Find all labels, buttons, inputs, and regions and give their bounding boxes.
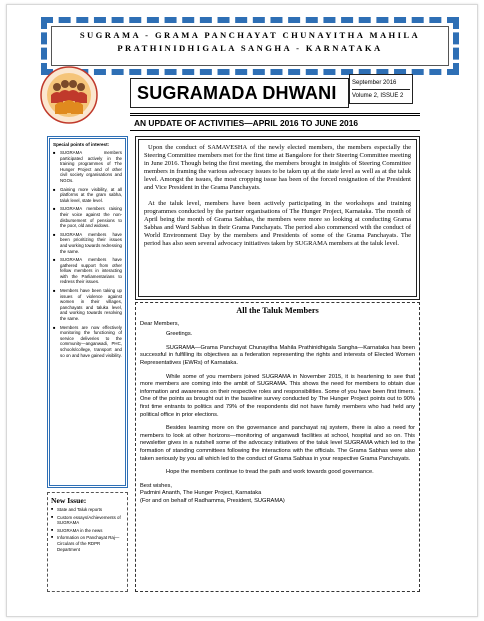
letter-salutation: Dear Members,	[140, 320, 180, 327]
sidebar-list	[53, 150, 122, 358]
letter-greeting: Greetings.	[166, 331, 193, 338]
special-points-sidebar	[47, 136, 128, 488]
letter-signature-note: (For and on behalf of Radhamma, President, SUGRAMA)	[140, 497, 285, 504]
article-paragraph: At the taluk level, members have been actively participating in the workshops and training programmes conducted by the partner organisations of The Hunger Project, Karnataka. The month of April being the month of Grama Sabhas, the members were more so looking at conducting Grama Sabhas and Ward Sabhas in their Grama Panchayats. The period also commenced with the conduct of World Environment Day by the members and Presidents of some of the Grama Panchayats. The period has also seen several advocacy initiatives taken by SUGRAMA members at the taluk level.	[144, 200, 411, 247]
new-issue-heading: New Issue:	[51, 496, 87, 505]
document-page	[6, 4, 478, 617]
update-headline-box	[130, 113, 420, 131]
sidebar-item: ■ Members have been taking up issues of violence against women in their villages, panchayats and taluka level, and working towards resolving the same.	[53, 288, 122, 322]
activities-article	[135, 136, 420, 300]
header-banner	[41, 17, 459, 75]
letter-title: All the Taluk Members	[236, 306, 319, 315]
sidebar-item: ■ SUGRAMA members have gathered support from other fellow members in interacting with the Parliamentarians to redress their issues.	[53, 257, 122, 285]
sidebar-heading: Special points of interest:	[53, 142, 110, 147]
new-issue-box	[47, 492, 128, 592]
org-name-line-2: PRATHINIDHIGALA SANGHA - KARNATAKA	[117, 43, 383, 53]
letter-signature: Padmini Ananth, The Hunger Project, Karnataka	[140, 490, 262, 497]
new-issue-item: ■ State and Taluk reports	[51, 507, 124, 513]
org-name-line-1: SUGRAMA - GRAMA PANCHAYAT CHUNAYITHA MAHILA	[79, 30, 421, 40]
sidebar-item: ■ SUGRAMA members raising their voice against the non-disbursement of pensions to the poor, old and widows.	[53, 206, 122, 228]
newsletter-title-box	[130, 78, 349, 108]
letter-paragraph: SUGRAMA—Grama Panchayat Chunayitha Mahila Prathinidhigala Sangha—Karnataka has been successful in fulfilling its objectives as a federation representing the rights and interests of Elected Women Representatives (EWRs) of Karnataka.	[140, 344, 415, 366]
letter-paragraph: Hope the members continue to tread the path and work towards good governance.	[166, 469, 374, 476]
article-paragraph: Upon the conduct of SAMAVESHA of the newly elected members, the members especially the Steering Committee members met for the first time at Bangalore for their Steering Committee meeting in June 2016. Though being the first meeting, the members brought in insights of Steering Committee members in framing the various advocacy issues to be taken up at the state level as well as at the taluk level. Amongst the issues, the most cropping issue has been of the forced resignation of the President and Vice President in the Grama Panchayats.	[144, 144, 411, 191]
new-issue-item: ■ SUGRAMA in the news	[51, 528, 124, 534]
sidebar-item: ■ SUGRAMA members have been prioritizing their issues and working towards redressing the same.	[53, 232, 122, 254]
sidebar-item: ■ Members are now effectively monitoring the functioning of service deliveries to the community—anganwadi, PHC, schools/college, transport and so on and have gained visibility.	[53, 325, 122, 359]
new-issue-item: ■ Custom essays/Achievements of SUGRAMA	[51, 515, 124, 526]
issue-volume: Volume 2, ISSUE 2	[352, 93, 404, 99]
new-issue-list	[51, 507, 124, 552]
issue-date: September 2016	[352, 77, 410, 90]
letter-closing: Best wishes,	[140, 482, 172, 489]
sidebar-item: ■ SUGRAMA members participated actively in the training programmes of The Hunger Project and of other civil society organisations and NGOs.	[53, 150, 122, 184]
letter-paragraph: Besides learning more on the governance and panchayat raj system, there is also a need for members to look at other horizons—monitoring of anganwadi facilities at school, hospital and so on. This newsletter gives in a nutshell some of the advocacy initiatives of the taluk level SUGRAMA which led to the formation of standing committees following the interactions with the officials. The Grama Sabhas were also taken seriously by you all which led to the conduct of Grama Sabhas in your respective Grama Panchayats.	[140, 425, 415, 462]
newsletter-title: SUGRAMADA DHWANI	[137, 83, 337, 103]
members-letter	[135, 302, 420, 592]
issue-info-box	[349, 74, 413, 104]
sidebar-item: ■ Gaining more visibility, at all platforms at the gram sabha, taluk level, state level.	[53, 187, 122, 204]
women-group-logo	[39, 65, 99, 125]
update-headline: AN UPDATE OF ACTIVITIES—APRIL 2016 TO JUNE 2016	[134, 118, 359, 128]
new-issue-item: ■ Information on Panchayat Raj—Circulars of the RDPR Department	[51, 535, 124, 552]
banner-inner	[51, 26, 449, 66]
letter-paragraph: While some of you members joined SUGRAMA in November 2015, it is heartening to see that more members are coming into the ambit of SUGRAMA. This shows the need for members to obtain due information and awareness on their respective roles and responsibilities. Some of you have been first timers. One of the points as brought out in the baseline survey conducted by The Hunger Project points out to 90% first time entrants to politics and 79% of the respondents did not have family members who had held any political office in prior elections.	[140, 373, 415, 418]
